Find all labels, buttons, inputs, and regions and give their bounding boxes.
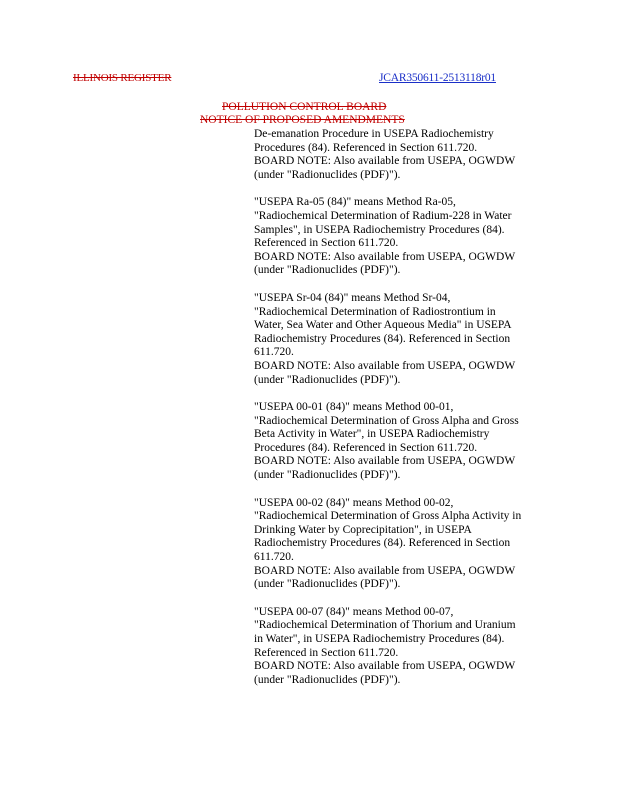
text-line: BOARD NOTE: Also available from USEPA, OGWDW	[254, 660, 516, 673]
text-line: "Radiochemical Determination of Gross Alpha and Gross	[254, 414, 519, 427]
text-line: BOARD NOTE: Also available from USEPA, OGWDW	[254, 155, 516, 168]
text-line: Beta Activity in Water", in USEPA Radiochemistry	[254, 428, 490, 441]
text-line: Referenced in Section 611.720.	[254, 237, 399, 250]
text-line: De-emanation Procedure in USEPA Radiochemistry	[254, 128, 494, 140]
text-line: Radiochemistry Procedures (84). Referenced in Section	[254, 332, 511, 345]
text-line: BOARD NOTE: Also available from USEPA, OGWDW	[254, 564, 516, 577]
text-line: (under "Radionuclides (PDF)").	[254, 578, 401, 591]
document-id: JCAR350611-2513118r01	[379, 72, 496, 84]
text-line: Procedures (84). Referenced in Section 611.720.	[254, 141, 478, 154]
definition-entry	[254, 292, 584, 387]
text-line: (under "Radionuclides (PDF)").	[254, 673, 401, 686]
text-line: "USEPA Sr-04 (84)" means Method Sr-04,	[254, 291, 451, 304]
definition-entry	[254, 606, 584, 688]
text-line: (under "Radionuclides (PDF)").	[254, 373, 401, 386]
text-line: 611.720.	[254, 346, 294, 359]
text-line: (under "Radionuclides (PDF)").	[254, 264, 401, 277]
text-line: Procedures (84). Referenced in Section 611.720.	[254, 441, 478, 454]
text-line: (under "Radionuclides (PDF)").	[254, 168, 401, 181]
text-line: BOARD NOTE: Also available from USEPA, OGWDW	[254, 359, 516, 372]
text-line: Radiochemistry Procedures (84). Referenced in Section	[254, 537, 511, 550]
definition-entry	[254, 128, 584, 182]
text-line: "USEPA 00-02 (84)" means Method 00-02,	[254, 496, 454, 509]
document-body	[254, 128, 584, 701]
text-line: 611.720.	[254, 551, 294, 564]
text-line: (under "Radionuclides (PDF)").	[254, 469, 401, 482]
text-line: Water, Sea Water and Other Aqueous Media" in USEPA	[254, 319, 512, 332]
text-line: "USEPA 00-01 (84)" means Method 00-01,	[254, 401, 454, 414]
text-line: in Water", in USEPA Radiochemistry Procedures (84).	[254, 633, 505, 645]
text-line: "Radiochemical Determination of Thorium and Uranium	[254, 619, 516, 632]
text-line: "Radiochemical Determination of Radiostrontium in	[254, 305, 496, 318]
text-line: "USEPA Ra-05 (84)" means Method Ra-05,	[254, 196, 456, 209]
text-line: Drinking Water by Coprecipitation", in USEPA	[254, 523, 472, 536]
definition-entry	[254, 497, 584, 592]
agency-name: POLLUTION CONTROL BOARD	[222, 101, 387, 113]
text-line: BOARD NOTE: Also available from USEPA, OGWDW	[254, 455, 516, 468]
definition-entry	[254, 401, 584, 483]
text-line: "Radiochemical Determination of Gross Alpha Activity in	[254, 510, 522, 523]
text-line: "USEPA 00-07 (84)" means Method 00-07,	[254, 605, 454, 618]
text-line: BOARD NOTE: Also available from USEPA, OGWDW	[254, 250, 516, 263]
notice-title: NOTICE OF PROPOSED AMENDMENTS	[200, 114, 405, 126]
text-line: Referenced in Section 611.720.	[254, 646, 399, 659]
text-line: "Radiochemical Determination of Radium-228 in Water	[254, 209, 512, 222]
definition-entry	[254, 196, 584, 278]
text-line: Samples", in USEPA Radiochemistry Procedures (84).	[254, 223, 505, 236]
register-title: ILLINOIS REGISTER	[73, 72, 172, 84]
